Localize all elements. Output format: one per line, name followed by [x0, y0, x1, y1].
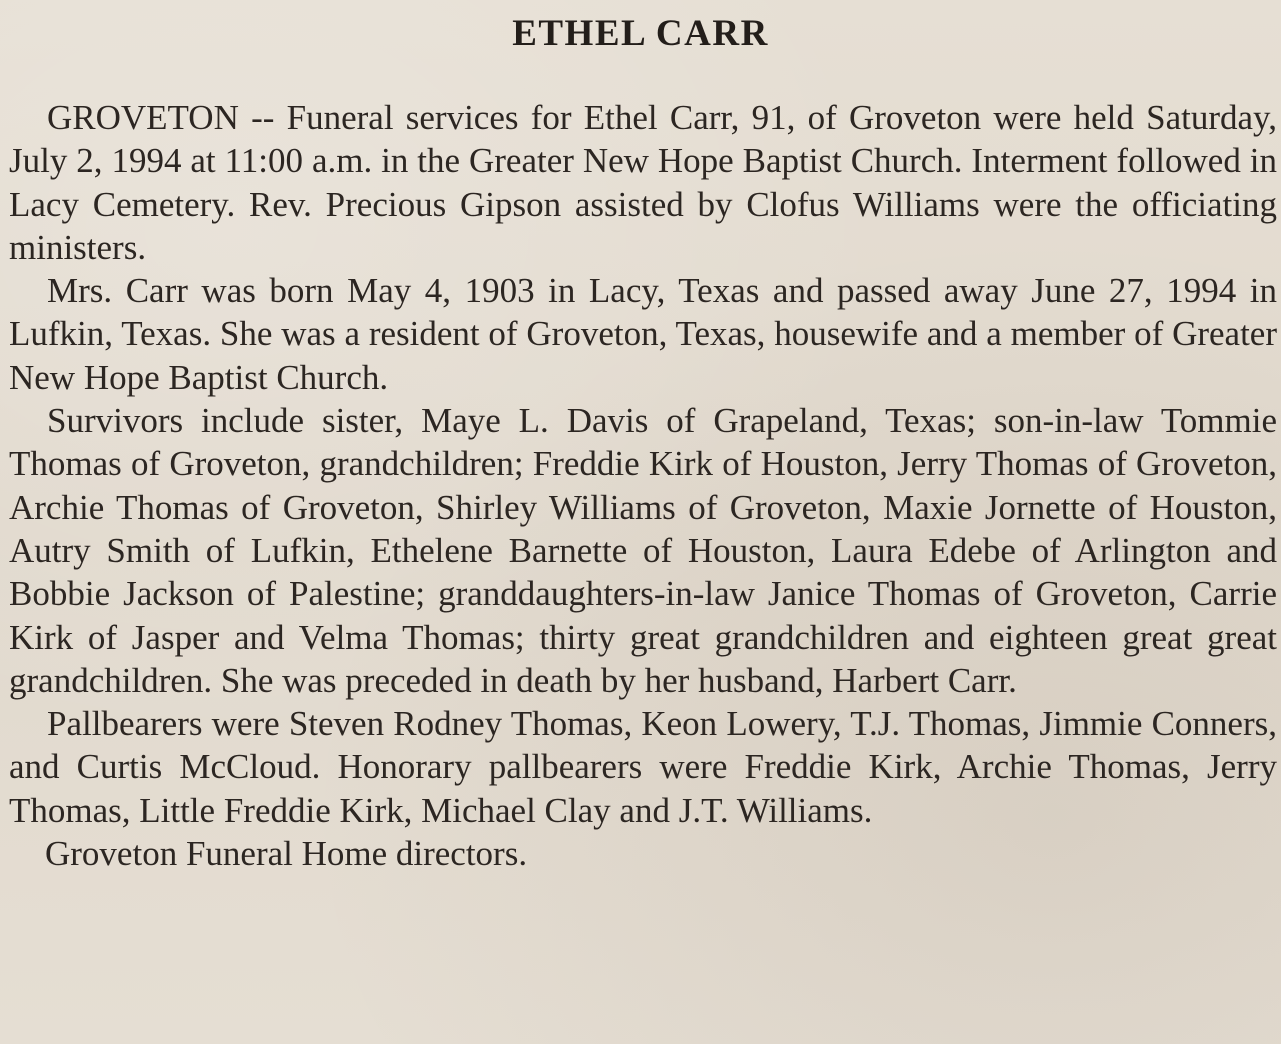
- paragraph-pallbearers: Pallbearers were Steven Rodney Thomas, Keon Lowery, T.J. Thomas, Jimmie Conners, and Curtis McCloud. Honorary pallbearers were Freddie Kirk, Archie Thomas, Jerry Thomas, Little Freddie Kirk, Michael Clay and J.T. Williams.: [9, 704, 1277, 830]
- paragraph-funeral-home: Groveton Funeral Home directors.: [45, 834, 528, 874]
- obituary-body: [9, 96, 1277, 875]
- paragraph-services-text: -- Funeral services for Ethel Carr, 91, of Groveton were held Saturday, July 2, 1994 at 11:00 a.m. in the Greater New Hope Baptist Church. Interment followed in Lacy Cemetery. Rev. Precious Gipson assisted by Clofus Williams were the officiating ministers.: [9, 98, 1278, 267]
- paragraph-biography: Mrs. Carr was born May 4, 1903 in Lacy, Texas and passed away June 27, 1994 in Lufkin, Texas. She was a resident of Groveton, Texas, housewife and a member of Greater New Hope Baptist Church.: [9, 271, 1277, 397]
- dateline: GROVETON: [47, 98, 239, 137]
- paragraph-services: [9, 96, 1277, 269]
- paragraph-survivors: Survivors include sister, Maye L. Davis of Grapeland, Texas; son-in-law Tommie Thomas of Groveton, grandchildren; Freddie Kirk of Houston, Jerry Thomas of Groveton, Archie Thomas of Groveton, Shirley Williams of Groveton, Maxie Jornette of Houston, Autry Smith of Lufkin, Ethelene Barnette of Houston, Laura Edebe of Arlington and Bobbie Jackson of Palestine; granddaughters-in-law Janice Thomas of Groveton, Carrie Kirk of Jasper and Velma Thomas; thirty great grandchildren and eighteen great great grandchildren. She was preceded in death by her husband, Harbert Carr.: [9, 401, 1277, 700]
- obituary-headline: ETHEL CARR: [512, 13, 769, 54]
